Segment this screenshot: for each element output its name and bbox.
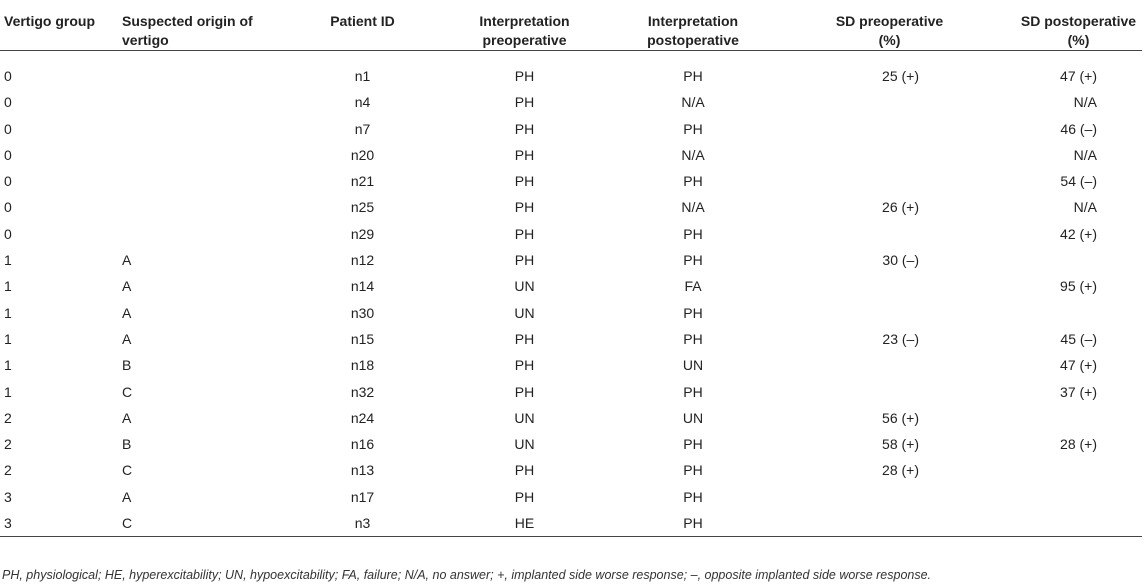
cell-interp-pre: PH bbox=[514, 68, 535, 84]
cell-sd-post: 42 (+) bbox=[1060, 225, 1097, 242]
table-row bbox=[0, 405, 1142, 431]
header-row bbox=[0, 0, 1142, 51]
cell-interp-post: PH bbox=[683, 462, 703, 479]
cell-suspected-origin: A bbox=[122, 330, 132, 347]
cell-interp-pre: PH bbox=[514, 94, 535, 111]
cell-sd-pre bbox=[774, 273, 955, 299]
table-body bbox=[0, 51, 1142, 537]
cell-sd-pre bbox=[774, 168, 955, 194]
table-footnote: PH, physiological; HE, hyperexcitability; UN, hypoexcitability; FA, failure; N/A, no answer; +, implanted side worse response; –, opposite implanted side worse response. bbox=[2, 568, 932, 582]
cell-patient-id: n24 bbox=[350, 409, 375, 426]
cell-vertigo-group: 2 bbox=[4, 409, 12, 426]
cell-suspected-origin: C bbox=[122, 515, 133, 532]
cell-patient-id: n15 bbox=[350, 330, 375, 347]
cell-suspected-origin: C bbox=[122, 462, 133, 479]
header-interpretation-preoperative: Interpretation preoperative bbox=[479, 13, 570, 48]
cell-sd-post: 37 (+) bbox=[1060, 383, 1097, 400]
cell-interp-pre: PH bbox=[514, 488, 535, 505]
header-vertigo-group: Vertigo group bbox=[4, 13, 95, 29]
cell-sd-pre bbox=[774, 89, 955, 115]
cell-interp-pre: PH bbox=[514, 225, 535, 242]
cell-sd-post bbox=[955, 457, 1142, 483]
cell-interp-pre: PH bbox=[514, 199, 535, 216]
cell-interp-pre: PH bbox=[514, 383, 535, 400]
cell-sd-post: 54 (–) bbox=[1060, 173, 1097, 190]
cell-vertigo-group: 2 bbox=[4, 436, 12, 453]
table-row bbox=[0, 194, 1142, 220]
table-row bbox=[0, 168, 1142, 194]
cell-suspected-origin: B bbox=[122, 357, 132, 374]
cell-patient-id: n13 bbox=[350, 462, 375, 479]
cell-suspected-origin: A bbox=[122, 252, 132, 269]
cell-sd-post: 95 (+) bbox=[1060, 278, 1097, 295]
cell-vertigo-group: 0 bbox=[4, 173, 12, 190]
table-row bbox=[0, 142, 1142, 168]
cell-interp-post: UN bbox=[682, 409, 704, 426]
table-row bbox=[0, 326, 1142, 352]
table-row bbox=[0, 379, 1142, 405]
cell-sd-pre: 58 (+) bbox=[882, 436, 919, 453]
cell-patient-id: n32 bbox=[350, 383, 375, 400]
cell-patient-id: n18 bbox=[350, 357, 375, 374]
cell-interp-post: PH bbox=[683, 330, 703, 347]
cell-interp-pre: UN bbox=[514, 304, 535, 321]
cell-interp-pre: UN bbox=[514, 278, 535, 295]
cell-interp-post: UN bbox=[682, 357, 704, 374]
cell-suspected-origin: C bbox=[122, 383, 133, 400]
header-patient-id: Patient ID bbox=[330, 13, 395, 29]
cell-sd-post: 46 (–) bbox=[1060, 120, 1097, 137]
cell-patient-id: n16 bbox=[350, 436, 375, 453]
header-sd-preoperative: SD preoperative (%) bbox=[835, 13, 944, 48]
table-row bbox=[0, 431, 1142, 457]
table-row bbox=[0, 273, 1142, 299]
cell-sd-pre bbox=[774, 510, 955, 537]
cell-sd-post: 47 (+) bbox=[1060, 357, 1097, 374]
cell-interp-post: PH bbox=[683, 488, 703, 505]
cell-interp-post: PH bbox=[683, 173, 703, 190]
cell-interp-pre: UN bbox=[514, 436, 535, 453]
spacer-row bbox=[0, 51, 1142, 64]
cell-vertigo-group: 0 bbox=[4, 146, 12, 163]
cell-sd-pre bbox=[774, 142, 955, 168]
cell-interp-pre: PH bbox=[514, 330, 535, 347]
cell-patient-id: n20 bbox=[350, 146, 375, 163]
header-interpretation-postoperative: Interpretation postoperative bbox=[647, 13, 739, 48]
table-row bbox=[0, 510, 1142, 537]
cell-suspected-origin bbox=[118, 63, 288, 89]
cell-patient-id: n29 bbox=[350, 225, 375, 242]
cell-vertigo-group: 3 bbox=[4, 515, 12, 532]
cell-patient-id: n25 bbox=[350, 199, 375, 216]
table-row bbox=[0, 484, 1142, 510]
cell-suspected-origin: A bbox=[122, 488, 132, 505]
cell-patient-id: n4 bbox=[354, 94, 371, 111]
cell-sd-post: 28 (+) bbox=[1060, 436, 1097, 453]
cell-interp-post: FA bbox=[684, 278, 702, 295]
table-row bbox=[0, 457, 1142, 483]
cell-patient-id: n17 bbox=[350, 488, 375, 505]
cell-suspected-origin bbox=[118, 168, 288, 194]
cell-suspected-origin bbox=[118, 221, 288, 247]
cell-suspected-origin: A bbox=[122, 304, 132, 321]
cell-suspected-origin: A bbox=[122, 278, 132, 295]
header-sd-postoperative: SD postoperative (%) bbox=[1020, 13, 1137, 48]
cell-sd-pre bbox=[774, 300, 955, 326]
cell-vertigo-group: 3 bbox=[4, 488, 12, 505]
cell-sd-post: N/A bbox=[1073, 199, 1097, 216]
cell-vertigo-group: 1 bbox=[4, 304, 12, 321]
cell-vertigo-group: 1 bbox=[4, 383, 12, 400]
table-row bbox=[0, 300, 1142, 326]
cell-sd-post bbox=[955, 510, 1142, 537]
cell-vertigo-group: 1 bbox=[4, 357, 12, 374]
cell-sd-post: N/A bbox=[1073, 146, 1097, 163]
cell-vertigo-group: 0 bbox=[4, 225, 12, 242]
table-row bbox=[0, 247, 1142, 273]
cell-sd-post bbox=[955, 484, 1142, 510]
cell-sd-pre: 25 (+) bbox=[882, 68, 919, 84]
cell-sd-post bbox=[955, 405, 1142, 431]
cell-sd-pre: 23 (–) bbox=[882, 330, 919, 347]
cell-suspected-origin bbox=[118, 116, 288, 142]
cell-vertigo-group: 0 bbox=[4, 120, 12, 137]
cell-interp-post: PH bbox=[683, 120, 703, 137]
cell-patient-id: n3 bbox=[354, 515, 371, 532]
cell-vertigo-group: 0 bbox=[4, 199, 12, 216]
cell-sd-pre: 26 (+) bbox=[882, 199, 919, 216]
cell-vertigo-group: 0 bbox=[4, 94, 12, 111]
cell-sd-pre bbox=[774, 379, 955, 405]
cell-vertigo-group: 1 bbox=[4, 252, 12, 269]
table-row bbox=[0, 116, 1142, 142]
table-row bbox=[0, 63, 1142, 89]
cell-interp-post: PH bbox=[683, 225, 703, 242]
cell-interp-post: N/A bbox=[681, 199, 705, 216]
cell-interp-pre: PH bbox=[514, 252, 535, 269]
cell-suspected-origin: B bbox=[122, 436, 132, 453]
cell-vertigo-group: 0 bbox=[4, 68, 12, 84]
cell-interp-post: N/A bbox=[681, 146, 705, 163]
cell-vertigo-group: 2 bbox=[4, 462, 12, 479]
cell-sd-post: 47 (+) bbox=[1060, 68, 1097, 84]
cell-sd-pre bbox=[774, 221, 955, 247]
cell-patient-id: n21 bbox=[350, 173, 375, 190]
cell-interp-post: PH bbox=[683, 436, 703, 453]
cell-sd-pre: 56 (+) bbox=[882, 409, 919, 426]
cell-patient-id: n7 bbox=[354, 120, 371, 137]
cell-interp-pre: PH bbox=[514, 120, 535, 137]
cell-interp-pre: PH bbox=[514, 462, 535, 479]
cell-sd-pre: 28 (+) bbox=[882, 462, 919, 479]
cell-patient-id: n14 bbox=[350, 278, 375, 295]
cell-interp-pre: UN bbox=[514, 409, 535, 426]
cell-interp-post: PH bbox=[683, 304, 703, 321]
cell-patient-id: n1 bbox=[354, 68, 371, 84]
cell-sd-post bbox=[955, 300, 1142, 326]
table-row bbox=[0, 89, 1142, 115]
cell-sd-pre bbox=[774, 116, 955, 142]
cell-sd-pre: 30 (–) bbox=[882, 252, 919, 269]
cell-interp-post: PH bbox=[683, 68, 703, 84]
cell-interp-pre: HE bbox=[514, 515, 535, 532]
cell-sd-pre bbox=[774, 484, 955, 510]
table-header bbox=[0, 0, 1142, 51]
cell-sd-pre bbox=[774, 352, 955, 378]
cell-vertigo-group: 1 bbox=[4, 330, 12, 347]
cell-sd-post bbox=[955, 247, 1142, 273]
cell-interp-pre: PH bbox=[514, 357, 535, 374]
cell-suspected-origin bbox=[118, 142, 288, 168]
cell-interp-post: PH bbox=[683, 383, 703, 400]
cell-interp-post: N/A bbox=[681, 94, 705, 111]
cell-vertigo-group: 1 bbox=[4, 278, 12, 295]
table-row bbox=[0, 352, 1142, 378]
table-row bbox=[0, 221, 1142, 247]
cell-patient-id: n30 bbox=[350, 304, 375, 321]
cell-interp-pre: PH bbox=[514, 173, 535, 190]
cell-sd-post: N/A bbox=[1073, 94, 1097, 111]
cell-suspected-origin bbox=[118, 194, 288, 220]
cell-sd-post: 45 (–) bbox=[1060, 330, 1097, 347]
cell-suspected-origin: A bbox=[122, 409, 132, 426]
header-suspected-origin: Suspected origin of vertigo bbox=[122, 13, 253, 48]
cell-suspected-origin bbox=[118, 89, 288, 115]
cell-interp-post: PH bbox=[683, 515, 703, 532]
cell-interp-post: PH bbox=[683, 252, 703, 269]
cell-patient-id: n12 bbox=[350, 252, 375, 269]
cell-interp-pre: PH bbox=[514, 146, 535, 163]
